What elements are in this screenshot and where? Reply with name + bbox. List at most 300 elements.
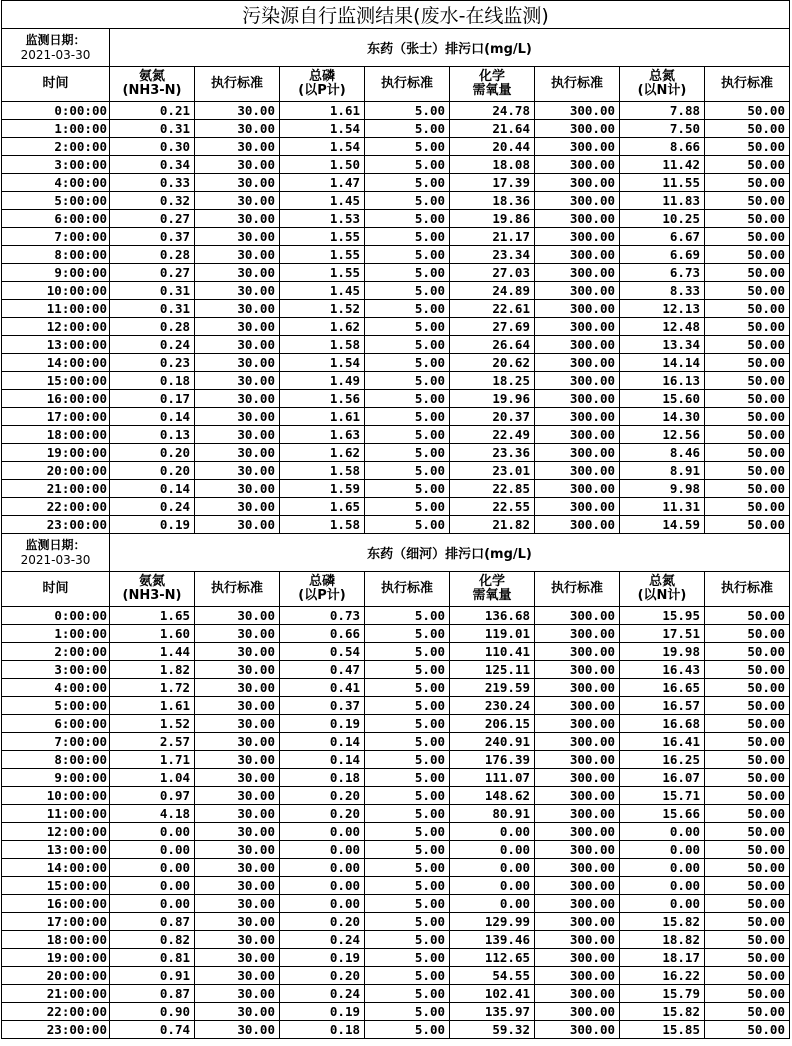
monitoring-date-label: 监测日期： (25, 537, 86, 552)
header-standard-text: 执行标准 (380, 76, 433, 91)
cell-cod: 22.61 (450, 300, 535, 318)
cell-ammonia-nitrogen: 0.28 (110, 246, 195, 264)
cell-cod: 112.65 (450, 949, 535, 967)
cell-phosphorus-standard: 5.00 (365, 354, 450, 372)
cell-total-nitrogen: 15.82 (620, 1003, 705, 1021)
monitoring-date-value: 2021-03-30 (20, 47, 91, 62)
header-standard (705, 572, 790, 607)
cell-ammonia-standard: 30.00 (195, 282, 280, 300)
cell-total-phosphorus: 1.56 (280, 390, 365, 408)
cell-time: 23:00:00 (2, 516, 110, 534)
cell-ammonia-nitrogen: 1.04 (110, 769, 195, 787)
cell-cod-standard: 300.00 (535, 823, 620, 841)
cell-cod-standard: 300.00 (535, 336, 620, 354)
cell-ammonia-nitrogen: 0.21 (110, 102, 195, 120)
cell-phosphorus-standard: 5.00 (365, 228, 450, 246)
cell-nitrogen-standard: 50.00 (705, 679, 790, 697)
cell-time: 21:00:00 (2, 985, 110, 1003)
cell-cod-standard: 300.00 (535, 787, 620, 805)
cell-nitrogen-standard: 50.00 (705, 985, 790, 1003)
cell-total-nitrogen: 11.42 (620, 156, 705, 174)
cell-time: 18:00:00 (2, 931, 110, 949)
cell-ammonia-standard: 30.00 (195, 913, 280, 931)
cell-ammonia-nitrogen: 0.87 (110, 913, 195, 931)
cell-phosphorus-standard: 5.00 (365, 372, 450, 390)
table-row (2, 300, 790, 318)
cell-cod-standard: 300.00 (535, 174, 620, 192)
cell-phosphorus-standard: 5.00 (365, 318, 450, 336)
cell-total-nitrogen: 16.13 (620, 372, 705, 390)
cell-total-phosphorus: 1.59 (280, 480, 365, 498)
cell-ammonia-nitrogen: 0.30 (110, 138, 195, 156)
cell-nitrogen-standard: 50.00 (705, 444, 790, 462)
cell-cod: 59.32 (450, 1021, 535, 1039)
cell-total-nitrogen: 12.48 (620, 318, 705, 336)
cell-time: 16:00:00 (2, 895, 110, 913)
cell-ammonia-nitrogen: 0.00 (110, 895, 195, 913)
cell-time: 1:00:00 (2, 625, 110, 643)
header-standard (705, 67, 790, 102)
header-total-phosphorus-text: (以P计) (298, 588, 346, 603)
cell-total-phosphorus: 0.24 (280, 985, 365, 1003)
cell-nitrogen-standard: 50.00 (705, 1021, 790, 1039)
cell-cod: 27.03 (450, 264, 535, 282)
cell-time: 0:00:00 (2, 607, 110, 625)
cell-phosphorus-standard: 5.00 (365, 192, 450, 210)
header-standard-text: 执行标准 (720, 76, 773, 91)
cell-ammonia-nitrogen: 2.57 (110, 733, 195, 751)
cell-nitrogen-standard: 50.00 (705, 210, 790, 228)
cell-nitrogen-standard: 50.00 (705, 1003, 790, 1021)
cell-ammonia-standard: 30.00 (195, 787, 280, 805)
cell-time: 3:00:00 (2, 661, 110, 679)
header-standard-text: 执行标准 (550, 581, 603, 596)
cell-nitrogen-standard: 50.00 (705, 841, 790, 859)
cell-nitrogen-standard: 50.00 (705, 661, 790, 679)
cell-cod: 80.91 (450, 805, 535, 823)
cell-ammonia-standard: 30.00 (195, 318, 280, 336)
cell-time: 5:00:00 (2, 697, 110, 715)
cell-nitrogen-standard: 50.00 (705, 949, 790, 967)
cell-total-phosphorus: 1.54 (280, 354, 365, 372)
cell-total-nitrogen: 15.82 (620, 913, 705, 931)
table-row (2, 895, 790, 913)
monitoring-date-value: 2021-03-30 (20, 552, 91, 567)
cell-time: 8:00:00 (2, 246, 110, 264)
cell-ammonia-standard: 30.00 (195, 408, 280, 426)
cell-phosphorus-standard: 5.00 (365, 120, 450, 138)
cell-cod-standard: 300.00 (535, 246, 620, 264)
cell-time: 1:00:00 (2, 120, 110, 138)
table-row (2, 877, 790, 895)
cell-total-phosphorus: 1.49 (280, 372, 365, 390)
cell-cod: 136.68 (450, 607, 535, 625)
cell-cod-standard: 300.00 (535, 228, 620, 246)
cell-ammonia-standard: 30.00 (195, 769, 280, 787)
cell-total-phosphorus: 0.18 (280, 769, 365, 787)
cell-ammonia-standard: 30.00 (195, 444, 280, 462)
cell-time: 22:00:00 (2, 498, 110, 516)
cell-ammonia-standard: 30.00 (195, 949, 280, 967)
cell-ammonia-standard: 30.00 (195, 192, 280, 210)
cell-cod: 21.17 (450, 228, 535, 246)
cell-cod: 20.37 (450, 408, 535, 426)
cell-cod-standard: 300.00 (535, 462, 620, 480)
cell-cod-standard: 300.00 (535, 733, 620, 751)
table-row (2, 264, 790, 282)
cell-total-nitrogen: 7.88 (620, 102, 705, 120)
cell-total-nitrogen: 18.17 (620, 949, 705, 967)
cell-total-nitrogen: 15.71 (620, 787, 705, 805)
cell-cod-standard: 300.00 (535, 498, 620, 516)
cell-total-phosphorus: 0.20 (280, 805, 365, 823)
cell-ammonia-nitrogen: 0.33 (110, 174, 195, 192)
cell-nitrogen-standard: 50.00 (705, 516, 790, 534)
cell-cod: 22.85 (450, 480, 535, 498)
cell-nitrogen-standard: 50.00 (705, 607, 790, 625)
cell-phosphorus-standard: 5.00 (365, 462, 450, 480)
cell-total-phosphorus: 0.14 (280, 751, 365, 769)
cell-ammonia-nitrogen: 0.27 (110, 210, 195, 228)
cell-ammonia-standard: 30.00 (195, 516, 280, 534)
cell-time: 15:00:00 (2, 372, 110, 390)
cell-ammonia-nitrogen: 0.18 (110, 372, 195, 390)
cell-cod-standard: 300.00 (535, 318, 620, 336)
cell-ammonia-standard: 30.00 (195, 805, 280, 823)
cell-nitrogen-standard: 50.00 (705, 967, 790, 985)
cell-phosphorus-standard: 5.00 (365, 516, 450, 534)
cell-phosphorus-standard: 5.00 (365, 787, 450, 805)
cell-total-nitrogen: 7.50 (620, 120, 705, 138)
cell-total-phosphorus: 1.58 (280, 336, 365, 354)
outlet-title: 东药（张士）排污口(mg/L) (110, 29, 790, 67)
cell-cod-standard: 300.00 (535, 354, 620, 372)
cell-phosphorus-standard: 5.00 (365, 300, 450, 318)
cell-ammonia-nitrogen: 0.90 (110, 1003, 195, 1021)
cell-ammonia-nitrogen: 0.37 (110, 228, 195, 246)
cell-time: 11:00:00 (2, 805, 110, 823)
cell-cod: 22.55 (450, 498, 535, 516)
cell-time: 11:00:00 (2, 300, 110, 318)
cell-total-phosphorus: 0.41 (280, 679, 365, 697)
cell-ammonia-nitrogen: 0.00 (110, 877, 195, 895)
cell-ammonia-nitrogen: 0.14 (110, 480, 195, 498)
cell-nitrogen-standard: 50.00 (705, 354, 790, 372)
cell-ammonia-nitrogen: 1.65 (110, 607, 195, 625)
cell-ammonia-standard: 30.00 (195, 246, 280, 264)
cell-total-phosphorus: 1.47 (280, 174, 365, 192)
cell-ammonia-standard: 30.00 (195, 462, 280, 480)
header-cod-text: 化学 (478, 69, 505, 84)
table-row (2, 823, 790, 841)
header-cod-text: 需氧量 (472, 588, 512, 603)
cell-ammonia-nitrogen: 0.91 (110, 967, 195, 985)
cell-cod-standard: 300.00 (535, 607, 620, 625)
cell-total-phosphorus: 0.54 (280, 643, 365, 661)
cell-total-nitrogen: 8.33 (620, 282, 705, 300)
cell-ammonia-nitrogen: 1.82 (110, 661, 195, 679)
cell-time: 6:00:00 (2, 715, 110, 733)
header-cod (450, 572, 535, 607)
cell-phosphorus-standard: 5.00 (365, 498, 450, 516)
cell-total-phosphorus: 1.61 (280, 408, 365, 426)
cell-total-phosphorus: 1.55 (280, 264, 365, 282)
cell-phosphorus-standard: 5.00 (365, 282, 450, 300)
header-time (2, 67, 110, 102)
table-row (2, 1003, 790, 1021)
header-time (2, 572, 110, 607)
header-standard (365, 67, 450, 102)
cell-total-nitrogen: 15.95 (620, 607, 705, 625)
header-standard (195, 572, 280, 607)
cell-ammonia-standard: 30.00 (195, 156, 280, 174)
cell-nitrogen-standard: 50.00 (705, 426, 790, 444)
cell-total-nitrogen: 16.41 (620, 733, 705, 751)
header-standard-text: 执行标准 (380, 581, 433, 596)
cell-cod-standard: 300.00 (535, 805, 620, 823)
cell-total-nitrogen: 15.85 (620, 1021, 705, 1039)
cell-time: 15:00:00 (2, 877, 110, 895)
section-header-row (2, 29, 790, 67)
cell-total-nitrogen: 6.73 (620, 264, 705, 282)
cell-phosphorus-standard: 5.00 (365, 156, 450, 174)
header-standard (195, 67, 280, 102)
cell-cod: 27.69 (450, 318, 535, 336)
header-standard-text: 执行标准 (720, 581, 773, 596)
cell-time: 2:00:00 (2, 643, 110, 661)
cell-ammonia-nitrogen: 1.71 (110, 751, 195, 769)
table-row (2, 498, 790, 516)
cell-phosphorus-standard: 5.00 (365, 607, 450, 625)
cell-total-phosphorus: 1.45 (280, 282, 365, 300)
cell-cod-standard: 300.00 (535, 192, 620, 210)
cell-cod: 0.00 (450, 859, 535, 877)
table-row (2, 102, 790, 120)
cell-cod: 21.82 (450, 516, 535, 534)
header-total-nitrogen-text: 总氮 (648, 69, 675, 84)
table-row (2, 318, 790, 336)
cell-phosphorus-standard: 5.00 (365, 102, 450, 120)
cell-time: 10:00:00 (2, 787, 110, 805)
table-row (2, 228, 790, 246)
cell-ammonia-nitrogen: 0.13 (110, 426, 195, 444)
cell-phosphorus-standard: 5.00 (365, 751, 450, 769)
monitoring-table (1, 0, 790, 1039)
cell-cod-standard: 300.00 (535, 643, 620, 661)
cell-cod: 119.01 (450, 625, 535, 643)
header-total-nitrogen-text: (以N计) (637, 588, 687, 603)
cell-total-phosphorus: 1.65 (280, 498, 365, 516)
table-row (2, 913, 790, 931)
cell-phosphorus-standard: 5.00 (365, 661, 450, 679)
cell-time: 10:00:00 (2, 282, 110, 300)
header-time-text: 时间 (42, 581, 69, 596)
cell-total-nitrogen: 18.82 (620, 931, 705, 949)
cell-ammonia-standard: 30.00 (195, 498, 280, 516)
cell-cod: 102.41 (450, 985, 535, 1003)
monitoring-date-cell (2, 534, 110, 572)
cell-cod: 21.64 (450, 120, 535, 138)
cell-nitrogen-standard: 50.00 (705, 895, 790, 913)
cell-total-nitrogen: 12.56 (620, 426, 705, 444)
cell-total-phosphorus: 1.61 (280, 102, 365, 120)
cell-ammonia-nitrogen: 1.61 (110, 697, 195, 715)
cell-total-phosphorus: 1.63 (280, 426, 365, 444)
cell-cod: 240.91 (450, 733, 535, 751)
cell-phosphorus-standard: 5.00 (365, 715, 450, 733)
table-row (2, 769, 790, 787)
title-row (2, 1, 790, 29)
cell-ammonia-nitrogen: 0.20 (110, 462, 195, 480)
cell-nitrogen-standard: 50.00 (705, 498, 790, 516)
table-row (2, 192, 790, 210)
cell-cod: 20.44 (450, 138, 535, 156)
cell-time: 13:00:00 (2, 336, 110, 354)
table-row (2, 462, 790, 480)
cell-time: 9:00:00 (2, 264, 110, 282)
cell-ammonia-nitrogen: 0.23 (110, 354, 195, 372)
cell-nitrogen-standard: 50.00 (705, 715, 790, 733)
cell-ammonia-nitrogen: 0.00 (110, 841, 195, 859)
cell-phosphorus-standard: 5.00 (365, 733, 450, 751)
cell-total-phosphorus: 1.55 (280, 228, 365, 246)
cell-ammonia-standard: 30.00 (195, 733, 280, 751)
table-row (2, 949, 790, 967)
cell-cod-standard: 300.00 (535, 679, 620, 697)
cell-cod: 23.34 (450, 246, 535, 264)
cell-total-nitrogen: 16.25 (620, 751, 705, 769)
cell-ammonia-standard: 30.00 (195, 823, 280, 841)
monitoring-date-cell (2, 29, 110, 67)
cell-cod: 129.99 (450, 913, 535, 931)
cell-ammonia-nitrogen: 1.52 (110, 715, 195, 733)
cell-ammonia-standard: 30.00 (195, 661, 280, 679)
cell-total-nitrogen: 8.66 (620, 138, 705, 156)
cell-total-phosphorus: 0.73 (280, 607, 365, 625)
cell-total-phosphorus: 0.00 (280, 859, 365, 877)
cell-nitrogen-standard: 50.00 (705, 336, 790, 354)
cell-nitrogen-standard: 50.00 (705, 751, 790, 769)
cell-total-phosphorus: 0.18 (280, 1021, 365, 1039)
cell-total-phosphorus: 0.14 (280, 733, 365, 751)
cell-ammonia-nitrogen: 0.27 (110, 264, 195, 282)
cell-phosphorus-standard: 5.00 (365, 841, 450, 859)
cell-cod-standard: 300.00 (535, 895, 620, 913)
cell-cod: 230.24 (450, 697, 535, 715)
cell-ammonia-nitrogen: 0.82 (110, 931, 195, 949)
cell-nitrogen-standard: 50.00 (705, 805, 790, 823)
header-ammonia-nitrogen-text: (NH3-N) (122, 588, 182, 603)
cell-cod-standard: 300.00 (535, 210, 620, 228)
table-row (2, 372, 790, 390)
cell-nitrogen-standard: 50.00 (705, 913, 790, 931)
cell-ammonia-standard: 30.00 (195, 607, 280, 625)
report-title: 污染源自行监测结果(废水-在线监测) (2, 1, 790, 29)
table-row (2, 751, 790, 769)
cell-total-phosphorus: 1.52 (280, 300, 365, 318)
cell-time: 13:00:00 (2, 841, 110, 859)
cell-cod: 125.11 (450, 661, 535, 679)
table-row (2, 156, 790, 174)
cell-total-phosphorus: 0.66 (280, 625, 365, 643)
cell-nitrogen-standard: 50.00 (705, 643, 790, 661)
cell-cod-standard: 300.00 (535, 264, 620, 282)
cell-ammonia-standard: 30.00 (195, 372, 280, 390)
cell-phosphorus-standard: 5.00 (365, 679, 450, 697)
cell-total-nitrogen: 11.55 (620, 174, 705, 192)
cell-ammonia-nitrogen: 0.87 (110, 985, 195, 1003)
cell-ammonia-standard: 30.00 (195, 480, 280, 498)
table-row (2, 841, 790, 859)
cell-total-phosphorus: 1.58 (280, 462, 365, 480)
cell-phosphorus-standard: 5.00 (365, 246, 450, 264)
cell-time: 4:00:00 (2, 679, 110, 697)
cell-total-phosphorus: 0.19 (280, 949, 365, 967)
cell-cod-standard: 300.00 (535, 300, 620, 318)
cell-ammonia-standard: 30.00 (195, 751, 280, 769)
header-ammonia-nitrogen-text: 氨氮 (138, 69, 165, 84)
cell-time: 12:00:00 (2, 318, 110, 336)
cell-cod: 139.46 (450, 931, 535, 949)
cell-time: 12:00:00 (2, 823, 110, 841)
cell-phosphorus-standard: 5.00 (365, 895, 450, 913)
cell-ammonia-nitrogen: 0.14 (110, 408, 195, 426)
cell-total-nitrogen: 11.31 (620, 498, 705, 516)
cell-cod: 18.25 (450, 372, 535, 390)
cell-total-nitrogen: 19.98 (620, 643, 705, 661)
cell-phosphorus-standard: 5.00 (365, 480, 450, 498)
header-ammonia-nitrogen-text: 氨氮 (138, 574, 165, 589)
cell-total-nitrogen: 14.59 (620, 516, 705, 534)
header-total-phosphorus-text: 总磷 (308, 574, 335, 589)
cell-cod: 24.89 (450, 282, 535, 300)
cell-nitrogen-standard: 50.00 (705, 823, 790, 841)
cell-time: 16:00:00 (2, 390, 110, 408)
cell-cod-standard: 300.00 (535, 877, 620, 895)
cell-ammonia-nitrogen: 0.32 (110, 192, 195, 210)
cell-time: 17:00:00 (2, 913, 110, 931)
cell-nitrogen-standard: 50.00 (705, 462, 790, 480)
cell-ammonia-standard: 30.00 (195, 877, 280, 895)
cell-total-phosphorus: 0.00 (280, 841, 365, 859)
cell-nitrogen-standard: 50.00 (705, 300, 790, 318)
cell-cod: 219.59 (450, 679, 535, 697)
cell-nitrogen-standard: 50.00 (705, 390, 790, 408)
cell-ammonia-nitrogen: 0.34 (110, 156, 195, 174)
table-row (2, 138, 790, 156)
cell-cod: 17.39 (450, 174, 535, 192)
cell-ammonia-nitrogen: 1.60 (110, 625, 195, 643)
cell-total-phosphorus: 1.45 (280, 192, 365, 210)
cell-time: 19:00:00 (2, 444, 110, 462)
cell-ammonia-nitrogen: 0.31 (110, 300, 195, 318)
cell-total-nitrogen: 15.66 (620, 805, 705, 823)
cell-ammonia-nitrogen: 1.44 (110, 643, 195, 661)
cell-ammonia-standard: 30.00 (195, 390, 280, 408)
cell-ammonia-nitrogen: 0.28 (110, 318, 195, 336)
cell-total-phosphorus: 0.19 (280, 715, 365, 733)
cell-ammonia-nitrogen: 4.18 (110, 805, 195, 823)
cell-total-nitrogen: 12.13 (620, 300, 705, 318)
cell-nitrogen-standard: 50.00 (705, 318, 790, 336)
cell-cod-standard: 300.00 (535, 625, 620, 643)
cell-time: 20:00:00 (2, 967, 110, 985)
header-total-nitrogen (620, 67, 705, 102)
header-total-phosphorus-text: 总磷 (308, 69, 335, 84)
header-standard-text: 执行标准 (210, 581, 263, 596)
cell-nitrogen-standard: 50.00 (705, 192, 790, 210)
cell-phosphorus-standard: 5.00 (365, 949, 450, 967)
